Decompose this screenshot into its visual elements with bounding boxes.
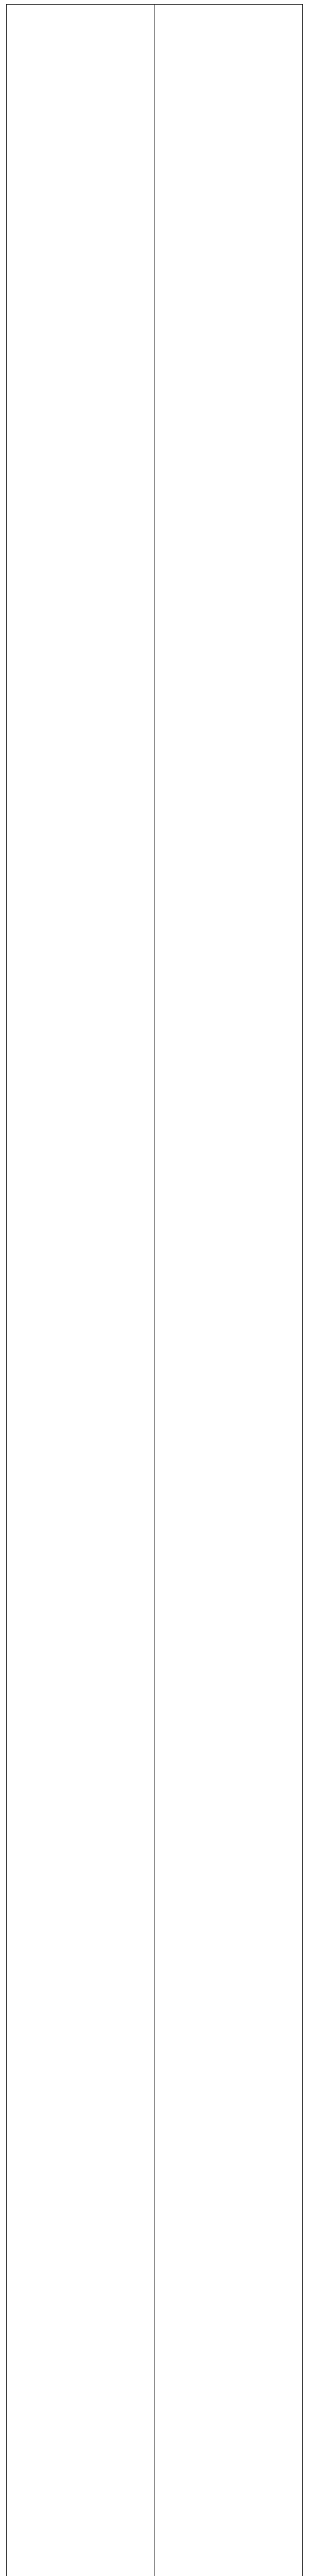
right-column xyxy=(154,5,302,2576)
left-column xyxy=(7,5,154,2576)
directory-page xyxy=(6,4,303,2576)
